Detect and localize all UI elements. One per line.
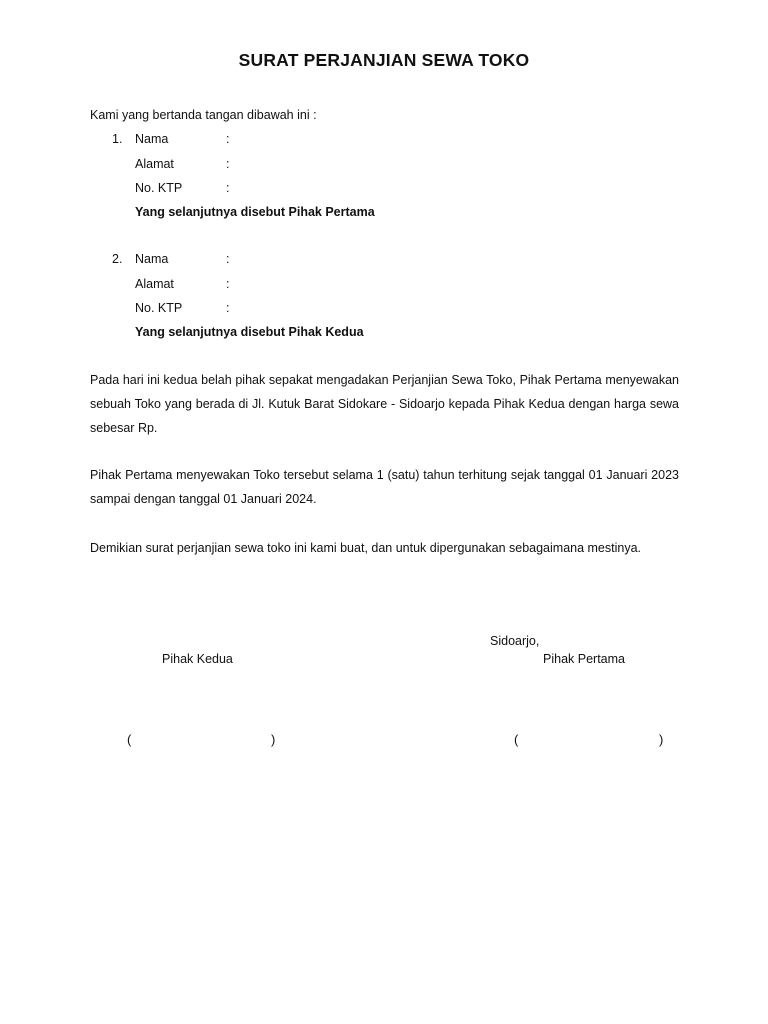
field-colon: : — [226, 277, 230, 291]
field-label-ktp: No. KTP — [135, 181, 183, 195]
field-colon: : — [226, 301, 230, 315]
intro-text: Kami yang bertanda tangan dibawah ini : — [90, 108, 317, 122]
signature-label-pihak-pertama: Pihak Pertama — [543, 652, 625, 666]
signature-close-paren-left: ) — [271, 732, 276, 747]
field-colon: : — [226, 252, 230, 266]
signature-label-pihak-kedua: Pihak Kedua — [162, 652, 233, 666]
signature-open-paren-right: ( — [514, 732, 519, 747]
field-colon: : — [226, 181, 230, 195]
signature-close-paren-right: ) — [659, 732, 664, 747]
paragraph-agreement: Pada hari ini kedua belah pihak sepakat mengadakan Perjanjian Sewa Toko, Pihak Pertama menyewakan sebuah Toko yang berada di Jl. Kutuk Barat Sidokare - Sidoarjo kepada Pihak Kedua dengan harga sewa sebesar Rp. — [90, 373, 679, 435]
paragraph-duration: Pihak Pertama menyewakan Toko tersebut selama 1 (satu) tahun terhitung sejak tanggal 01 Januari 2023 sampai dengan tanggal 01 Januari 2024. — [90, 468, 679, 506]
party-number: 1. — [112, 132, 123, 146]
document-title: SURAT PERJANJIAN SEWA TOKO — [238, 50, 530, 70]
signature-open-paren-left: ( — [127, 732, 132, 747]
field-label-nama: Nama — [135, 132, 169, 146]
field-label-ktp: No. KTP — [135, 301, 183, 315]
paragraph-closing: Demikian surat perjanjian sewa toko ini kami buat, dan untuk dipergunakan sebagaimana mestinya. — [90, 541, 642, 555]
field-label-alamat: Alamat — [135, 157, 174, 171]
field-colon: : — [226, 157, 230, 171]
signature-place: Sidoarjo, — [490, 634, 540, 648]
party-number: 2. — [112, 252, 123, 266]
field-label-nama: Nama — [135, 252, 169, 266]
field-colon: : — [226, 132, 230, 146]
party-designation: Yang selanjutnya disebut Pihak Kedua — [135, 325, 364, 339]
party-designation: Yang selanjutnya disebut Pihak Pertama — [135, 205, 375, 219]
field-label-alamat: Alamat — [135, 277, 174, 291]
